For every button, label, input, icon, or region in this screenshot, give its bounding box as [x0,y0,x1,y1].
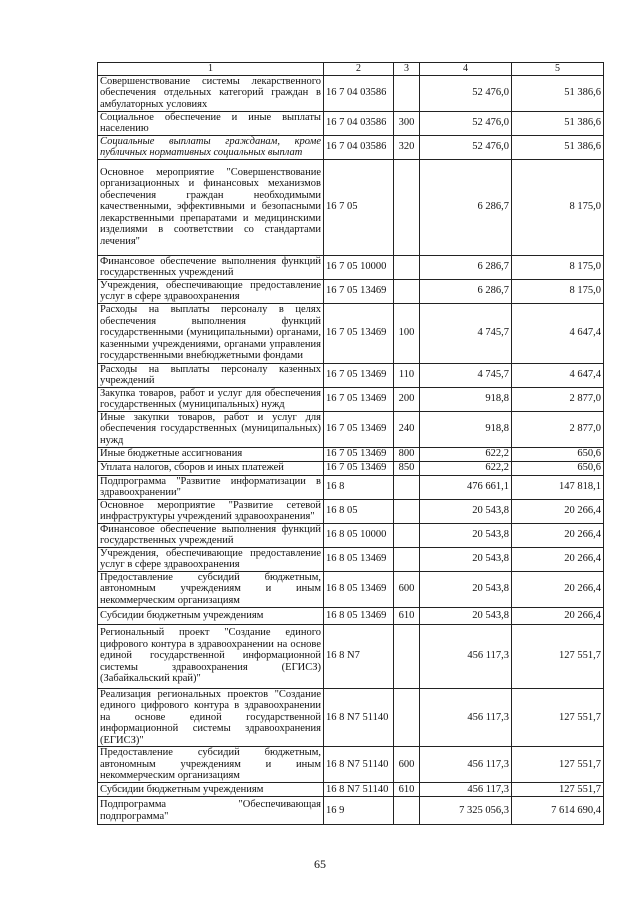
row-code: 16 7 05 13469 [324,279,394,303]
row-value-2: 8 175,0 [512,255,604,279]
row-name: Социальное обеспечение и иные выплаты населению [98,111,324,135]
row-name: Учреждения, обеспечивающие предоставление услуг в сфере здравоохранения [98,547,324,571]
row-name: Реализация региональных проектов "Создание единого цифрового контура в здравоохранении на основе единой государственной информационной системы здравоохранения (ЕГИСЗ)" [98,688,324,747]
row-value-2: 51 386,6 [512,135,604,159]
row-name: Совершенствование системы лекарственного обеспечения отдельных категорий граждан в амбулаторных условиях [98,75,324,111]
row-name: Расходы на выплаты персоналу казенных учреждений [98,363,324,387]
row-name: Финансовое обеспечение выполнения функций государственных учреждений [98,255,324,279]
row-vr [394,75,420,111]
table-row [98,797,604,825]
row-value-2: 2 877,0 [512,387,604,411]
row-vr [394,159,420,255]
row-code: 16 8 N7 51140 [324,783,394,797]
table-row [98,447,604,461]
row-value-1: 20 543,8 [420,499,512,523]
row-name: Предоставление субсидий бюджетным, автономным учреждениям и иным некоммерческим организациям [98,747,324,783]
row-value-1: 6 286,7 [420,255,512,279]
row-code: 16 8 05 10000 [324,523,394,547]
table-row [98,783,604,797]
row-vr: 610 [394,607,420,624]
row-value-2: 147 818,1 [512,475,604,499]
row-code: 16 9 [324,797,394,825]
row-vr [394,523,420,547]
table-row [98,571,604,607]
row-name: Региональный проект "Создание единого цифрового контура в здравоохранении на основе единой государственной информационной системы здравоохранения (ЕГИСЗ) (Забайкальский край)" [98,624,324,688]
row-name: Расходы на выплаты персоналу в целях обеспечения выполнения функций государственными (муниципальными) органами, казенными учреждениями, органами управления государственными внебюджетными фондами [98,303,324,363]
row-value-2: 650,6 [512,447,604,461]
table-row [98,475,604,499]
row-vr [394,475,420,499]
row-vr: 600 [394,571,420,607]
row-value-2: 20 266,4 [512,607,604,624]
row-name: Учреждения, обеспечивающие предоставление услуг в сфере здравоохранения [98,279,324,303]
row-value-1: 622,2 [420,461,512,475]
row-value-2: 51 386,6 [512,75,604,111]
table-row [98,461,604,475]
table-row [98,547,604,571]
row-value-1: 456 117,3 [420,783,512,797]
row-value-2: 8 175,0 [512,279,604,303]
row-value-1: 6 286,7 [420,159,512,255]
row-name: Социальные выплаты гражданам, кроме публичных нормативных социальных выплат [98,135,324,159]
row-value-1: 456 117,3 [420,624,512,688]
row-code: 16 8 05 13469 [324,607,394,624]
row-vr [394,797,420,825]
row-name: Субсидии бюджетным учреждениям [98,783,324,797]
row-code: 16 7 05 10000 [324,255,394,279]
table-row [98,135,604,159]
row-value-2: 127 551,7 [512,783,604,797]
row-vr: 320 [394,135,420,159]
table-row [98,363,604,387]
header-cell-code: 2 [324,63,394,76]
row-value-1: 20 543,8 [420,607,512,624]
row-value-2: 2 877,0 [512,411,604,447]
header-cell-vr: 3 [394,63,420,76]
row-vr: 800 [394,447,420,461]
row-code: 16 8 N7 51140 [324,688,394,747]
row-name: Иные закупки товаров, работ и услуг для обеспечения государственных (муниципальных) нужд [98,411,324,447]
row-code: 16 7 05 [324,159,394,255]
row-code: 16 8 05 13469 [324,571,394,607]
table-row [98,279,604,303]
header-cell-value-1: 4 [420,63,512,76]
row-vr: 200 [394,387,420,411]
row-value-2: 8 175,0 [512,159,604,255]
row-name: Субсидии бюджетным учреждениям [98,607,324,624]
row-name: Подпрограмма "Развитие информатизации в здравоохранении" [98,475,324,499]
page-number: 65 [314,857,326,871]
row-vr [394,624,420,688]
table-row [98,303,604,363]
row-value-2: 127 551,7 [512,624,604,688]
row-code: 16 7 05 13469 [324,387,394,411]
row-code: 16 8 [324,475,394,499]
row-vr: 110 [394,363,420,387]
row-vr [394,547,420,571]
row-name: Уплата налогов, сборов и иных платежей [98,461,324,475]
row-code: 16 7 04 03586 [324,111,394,135]
row-name: Основное мероприятие "Развитие сетевой инфраструктуры учреждений здравоохранения" [98,499,324,523]
row-vr: 240 [394,411,420,447]
row-value-1: 20 543,8 [420,547,512,571]
row-value-1: 918,8 [420,387,512,411]
table-row [98,75,604,111]
row-value-2: 51 386,6 [512,111,604,135]
row-code: 16 7 05 13469 [324,363,394,387]
row-vr: 850 [394,461,420,475]
table-row [98,387,604,411]
row-value-1: 4 745,7 [420,363,512,387]
row-name: Финансовое обеспечение выполнения функций государственных учреждений [98,523,324,547]
row-vr [394,688,420,747]
row-value-2: 127 551,7 [512,688,604,747]
row-code: 16 7 05 13469 [324,461,394,475]
row-value-1: 456 117,3 [420,747,512,783]
row-code: 16 7 05 13469 [324,411,394,447]
row-code: 16 7 04 03586 [324,135,394,159]
table-row [98,255,604,279]
row-code: 16 8 N7 [324,624,394,688]
row-value-1: 7 325 056,3 [420,797,512,825]
row-vr [394,499,420,523]
row-value-2: 20 266,4 [512,499,604,523]
row-vr [394,255,420,279]
row-name: Закупка товаров, работ и услуг для обеспечения государственных (муниципальных) нужд [98,387,324,411]
row-value-2: 650,6 [512,461,604,475]
row-name: Подпрограмма "Обеспечивающая подпрограмма" [98,797,324,825]
row-vr [394,279,420,303]
row-value-1: 622,2 [420,447,512,461]
row-value-1: 52 476,0 [420,75,512,111]
row-code: 16 8 05 [324,499,394,523]
table-row [98,499,604,523]
row-name: Предоставление субсидий бюджетным, автономным учреждениям и иным некоммерческим организациям [98,571,324,607]
table-row [98,747,604,783]
row-value-1: 6 286,7 [420,279,512,303]
row-name: Основное мероприятие "Совершенствование организационных и финансовых механизмов обеспечения граждан необходимыми качественными, эффективными и безопасными лекарственными препаратами и медицинскими изделиями в соответствии со стандартами лечения" [98,159,324,255]
row-value-1: 20 543,8 [420,523,512,547]
row-value-2: 7 614 690,4 [512,797,604,825]
row-value-1: 918,8 [420,411,512,447]
row-vr: 100 [394,303,420,363]
row-value-2: 20 266,4 [512,547,604,571]
table-row [98,688,604,747]
table-row [98,523,604,547]
row-value-2: 4 647,4 [512,303,604,363]
row-value-2: 20 266,4 [512,523,604,547]
row-vr: 600 [394,747,420,783]
row-code: 16 7 05 13469 [324,303,394,363]
row-vr: 300 [394,111,420,135]
row-code: 16 8 05 13469 [324,547,394,571]
table-row [98,111,604,135]
row-value-2: 4 647,4 [512,363,604,387]
row-code: 16 7 05 13469 [324,447,394,461]
row-value-1: 456 117,3 [420,688,512,747]
header-cell-name: 1 [98,63,324,76]
row-code: 16 8 N7 51140 [324,747,394,783]
row-value-1: 20 543,8 [420,571,512,607]
row-vr: 610 [394,783,420,797]
row-value-1: 52 476,0 [420,135,512,159]
table-row [98,411,604,447]
header-cell-value-2: 5 [512,63,604,76]
row-value-2: 20 266,4 [512,571,604,607]
row-code: 16 7 04 03586 [324,75,394,111]
row-value-2: 127 551,7 [512,747,604,783]
row-name: Иные бюджетные ассигнования [98,447,324,461]
table-row [98,624,604,688]
row-value-1: 52 476,0 [420,111,512,135]
budget-table [97,62,604,825]
table-header-row [98,63,604,76]
row-value-1: 476 661,1 [420,475,512,499]
row-value-1: 4 745,7 [420,303,512,363]
table-row [98,159,604,255]
table-row [98,607,604,624]
